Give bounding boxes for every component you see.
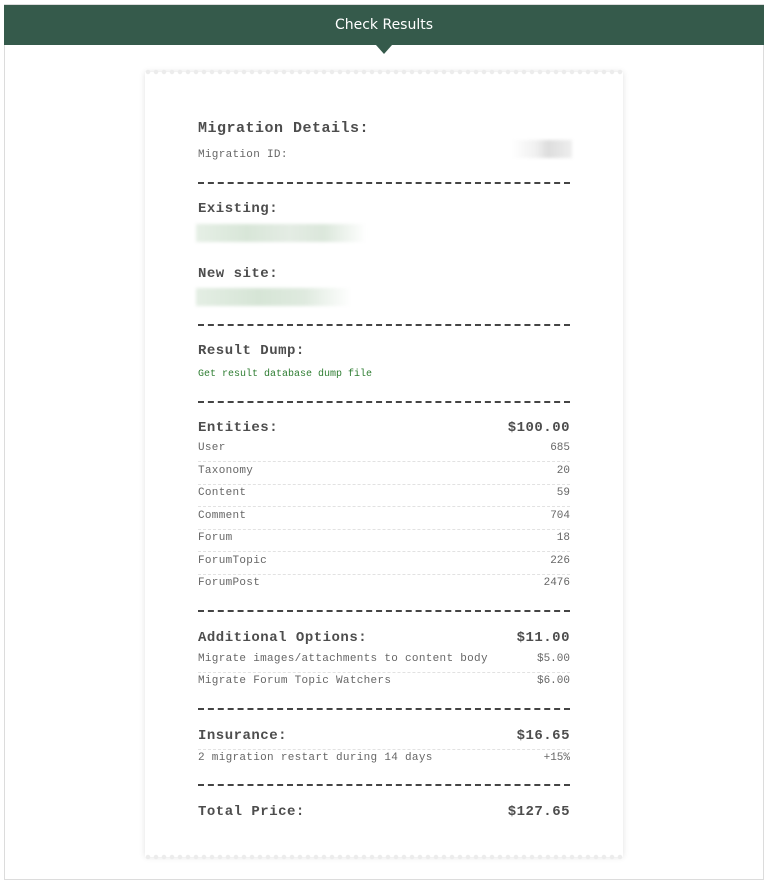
entities-header [198,420,570,440]
table-row [198,575,570,597]
entities-total: $100.00 [507,420,570,436]
insurance-total: $16.65 [516,728,570,744]
table-row [198,553,570,575]
option-price: $5.00 [536,653,570,665]
new-site-label: New site: [198,266,279,282]
option-name: Migrate Forum Topic Watchers [198,675,392,687]
entity-name: User [198,442,226,454]
total-row [198,804,570,824]
entity-name: Taxonomy [198,465,254,477]
entity-count: 59 [556,487,570,499]
receipt-bottom-edge [145,854,623,860]
options-header [198,630,570,650]
new-site-url-redacted [196,288,351,306]
table-row [198,463,570,485]
options-total: $11.00 [516,630,570,646]
divider-6 [198,784,570,786]
divider-1 [198,182,570,184]
entity-name: ForumTopic [198,555,268,567]
total-value: $127.65 [507,804,570,820]
dump-file-link[interactable]: Get result database dump file [198,369,373,380]
result-dump-label: Result Dump: [198,343,305,359]
divider-4 [198,610,570,612]
entity-count: 18 [556,532,570,544]
insurance-item-name: 2 migration restart during 14 days [198,752,433,764]
migration-id-label: Migration ID: [198,149,288,161]
entity-name: Forum [198,532,233,544]
table-row [198,440,570,462]
option-name: Migrate images/attachments to content body [198,653,488,665]
entity-name: Content [198,487,247,499]
entities-label: Entities: [198,420,279,436]
page-header [4,5,764,45]
table-row [198,749,570,771]
table-row [198,651,570,673]
insurance-header [198,728,570,748]
existing-label: Existing: [198,201,279,217]
entity-name: ForumPost [198,577,261,589]
table-row [198,530,570,552]
option-price: $6.00 [536,675,570,687]
entity-count: 226 [550,555,570,567]
entity-count: 2476 [543,577,570,589]
insurance-item-price: +15% [543,752,570,764]
header-arrow-icon [376,45,392,54]
existing-url-redacted [196,224,366,242]
entity-count: 685 [550,442,570,454]
insurance-label: Insurance: [198,728,288,744]
divider-3 [198,401,570,403]
table-row [198,673,570,695]
table-row [198,508,570,530]
migration-details-title: Migration Details: [198,120,370,137]
receipt-top-edge [145,69,623,75]
total-label: Total Price: [198,804,305,820]
entity-count: 704 [550,510,570,522]
divider-5 [198,708,570,710]
entity-name: Comment [198,510,247,522]
header-title: Check Results [334,17,434,33]
migration-id-value-redacted [512,140,572,158]
divider-2 [198,324,570,326]
options-label: Additional Options: [198,630,368,646]
table-row [198,485,570,507]
entity-count: 20 [556,465,570,477]
